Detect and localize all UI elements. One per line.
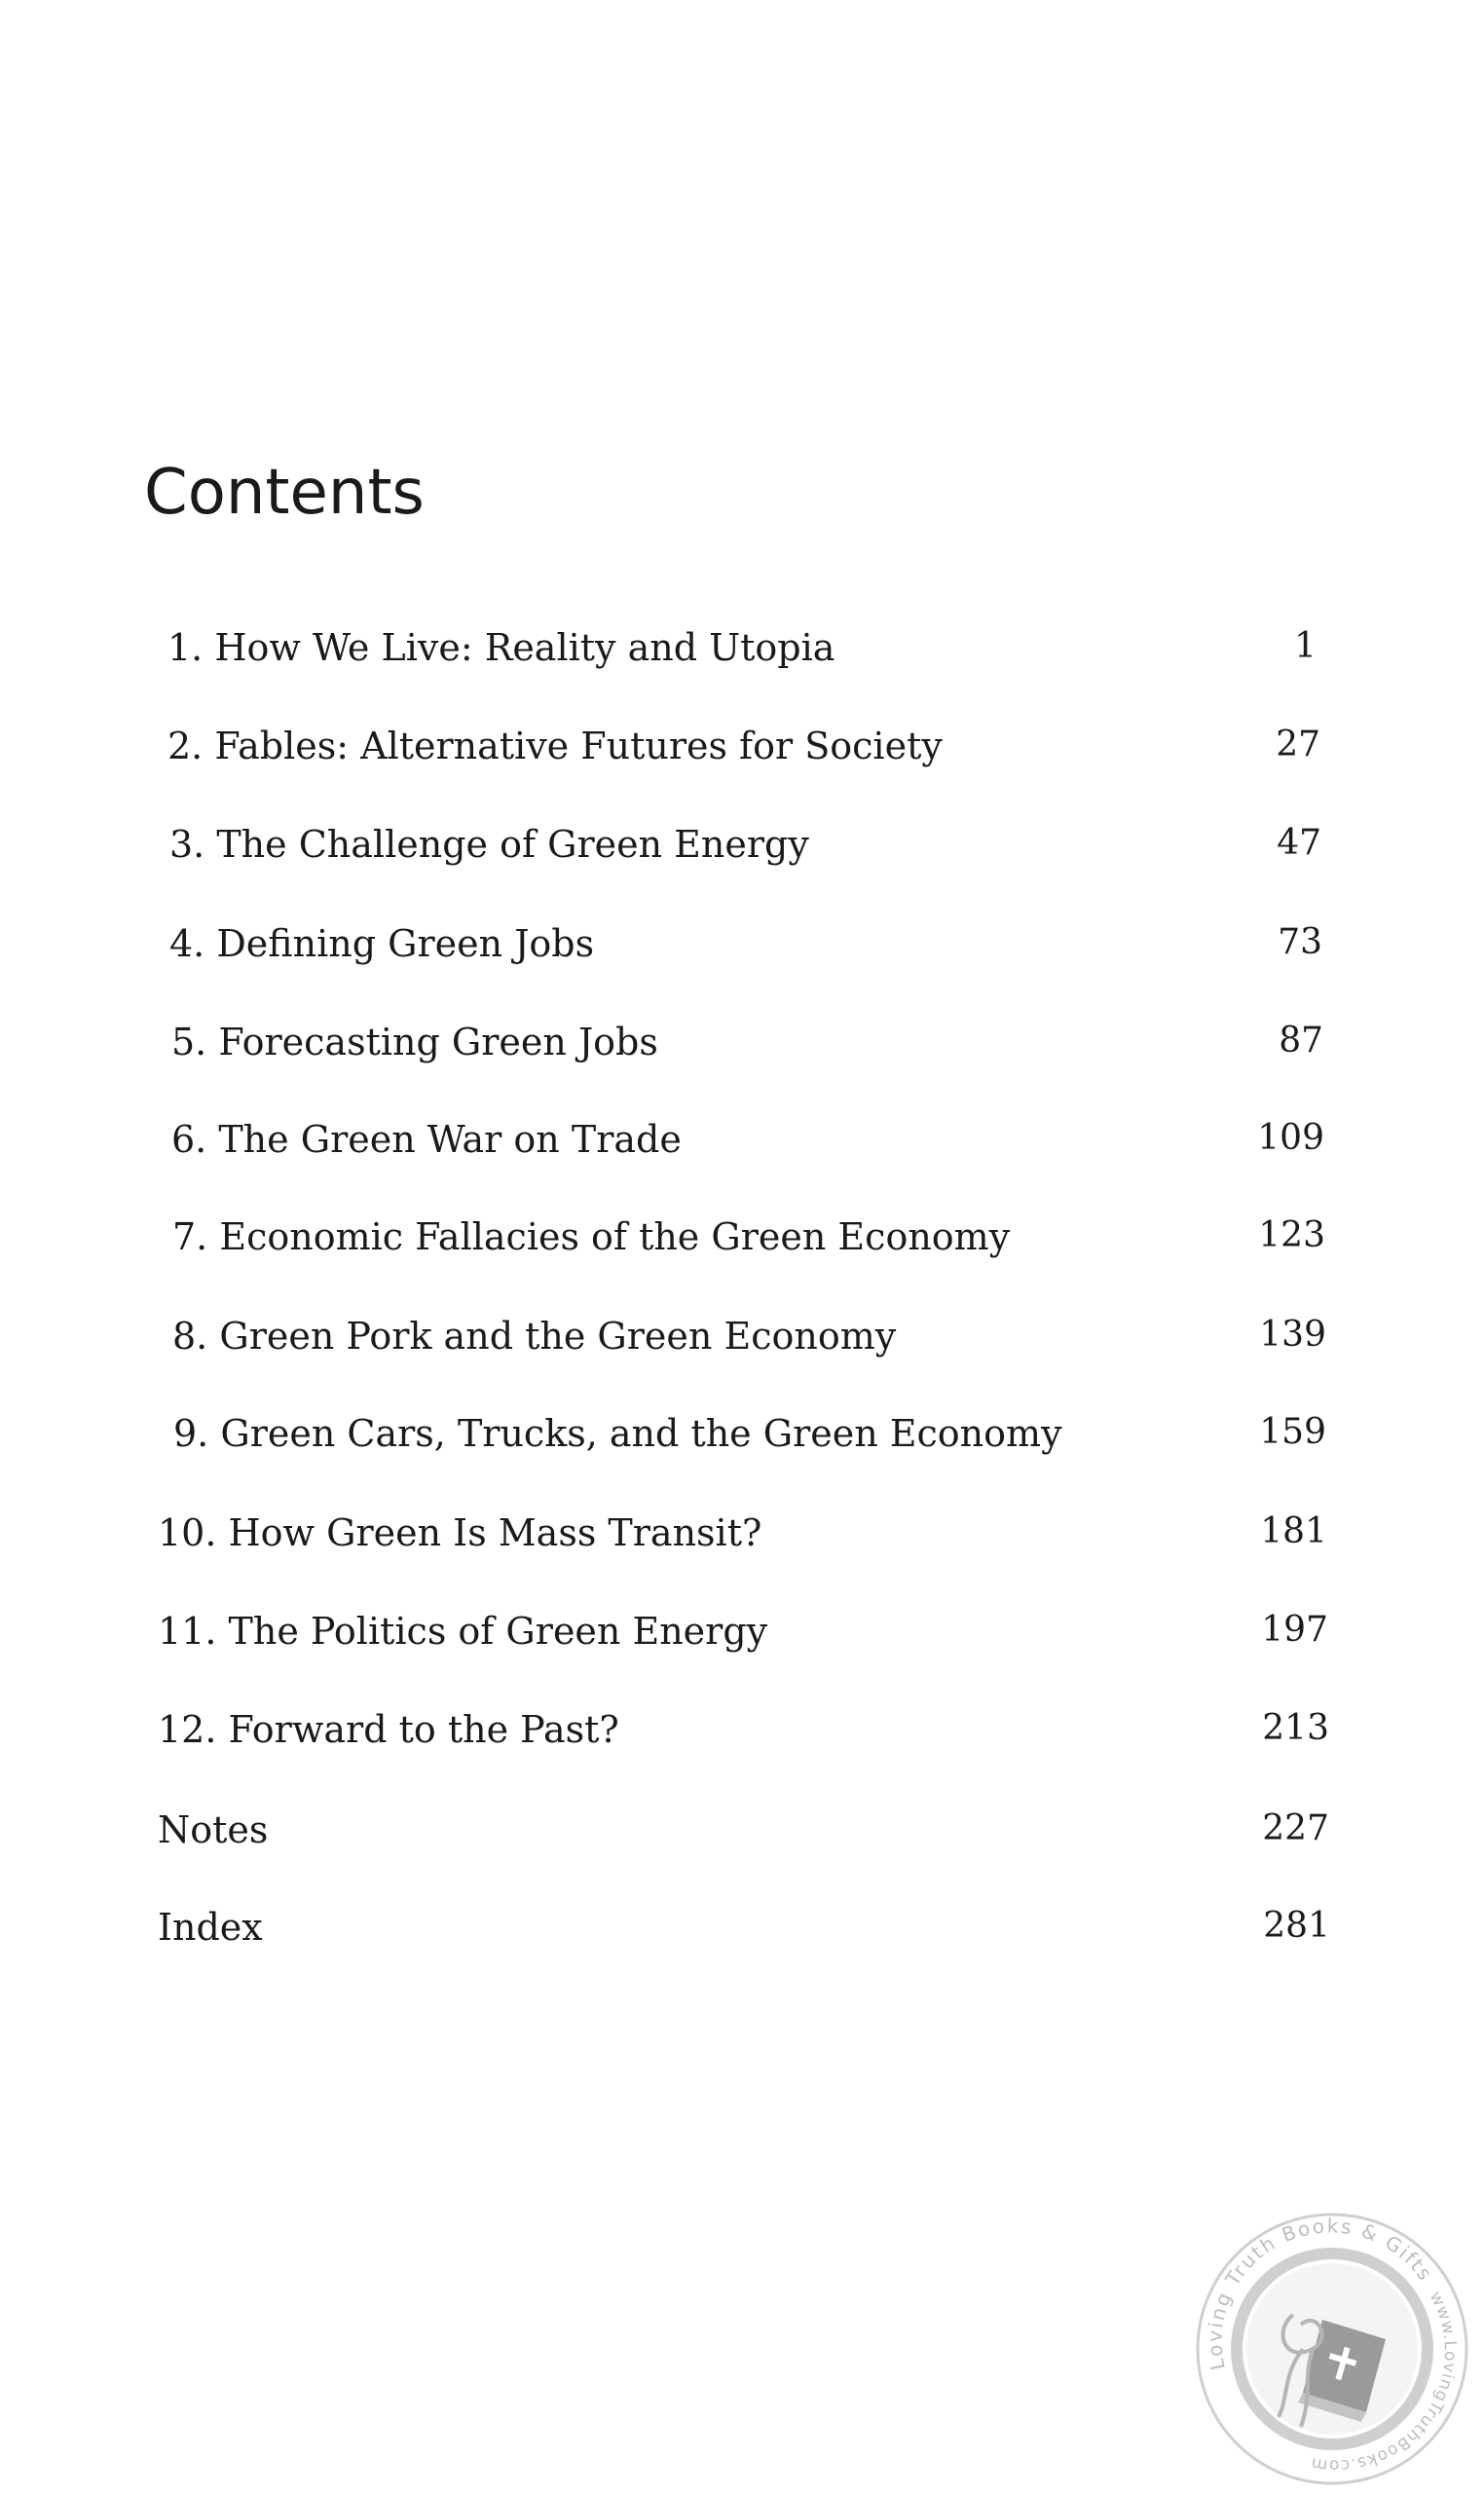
toc-entry-page: 159 (1259, 1412, 1326, 1452)
toc-entry-title: 8. Green Pork and the Green Economy (172, 1315, 897, 1358)
toc-entry (0, 1412, 1484, 1473)
toc-entry-page: 123 (1258, 1215, 1325, 1255)
toc-entry (0, 1511, 1484, 1573)
toc-entry-title: 11. The Politics of Green Energy (158, 1610, 768, 1653)
toc-entry-page: 1 (1294, 626, 1317, 666)
toc-entry (0, 626, 1484, 688)
toc-entry-title: Notes (158, 1808, 269, 1851)
toc-entry (0, 1708, 1484, 1769)
toc-entry-title: 4. Defining Green Jobs (169, 922, 595, 965)
toc-entry-page: 139 (1259, 1315, 1326, 1355)
toc-entry-title: 1. How We Live: Reality and Utopia (167, 626, 835, 669)
toc-entry (0, 1906, 1484, 1967)
toc-entry-page: 181 (1260, 1511, 1327, 1551)
toc-entry-page: 109 (1257, 1118, 1324, 1158)
stamp-text-top: Loving Truth Books & Gifts (1203, 2214, 1438, 2372)
toc-entry-title: 2. Fables: Alternative Futures for Society (167, 725, 943, 767)
contents-heading: Contents (144, 457, 425, 529)
toc-entry-title: 5. Forecasting Green Jobs (171, 1021, 658, 1063)
toc-entry (0, 1315, 1484, 1376)
toc-entry (0, 1118, 1484, 1179)
toc-entry-page: 281 (1263, 1906, 1330, 1946)
toc-entry-title: 3. The Challenge of Green Energy (169, 823, 809, 866)
toc-entry-page: 197 (1261, 1610, 1328, 1650)
toc-entry-title: 7. Economic Fallacies of the Green Economy (172, 1215, 1011, 1258)
toc-entry (0, 727, 1484, 786)
toc-entry (0, 922, 1484, 984)
toc-entry (0, 1610, 1484, 1671)
toc-entry-page: 27 (1276, 725, 1320, 764)
store-seal-stamp (1186, 2203, 1478, 2495)
toc-entry (0, 1021, 1484, 1082)
toc-entry-page: 47 (1277, 823, 1321, 863)
toc-entry-page: 227 (1262, 1808, 1329, 1848)
toc-entry-title: 9. Green Cars, Trucks, and the Green Economy (173, 1412, 1062, 1455)
toc-entry (0, 823, 1484, 884)
toc-entry-title: Index (158, 1906, 263, 1949)
toc-entry-page: 73 (1278, 922, 1322, 962)
toc-entry-title: 12. Forward to the Past? (158, 1708, 619, 1751)
toc-entry (0, 1808, 1484, 1870)
stamp-text-side: www.LovingTruthBooks.com (1309, 2288, 1461, 2476)
toc-entry-title: 10. How Green Is Mass Transit? (158, 1511, 762, 1554)
toc-entry-page: 87 (1279, 1021, 1323, 1061)
toc-entry-page: 213 (1262, 1708, 1329, 1748)
toc-entry-title: 6. The Green War on Trade (171, 1118, 682, 1161)
toc-entry (0, 1215, 1484, 1277)
